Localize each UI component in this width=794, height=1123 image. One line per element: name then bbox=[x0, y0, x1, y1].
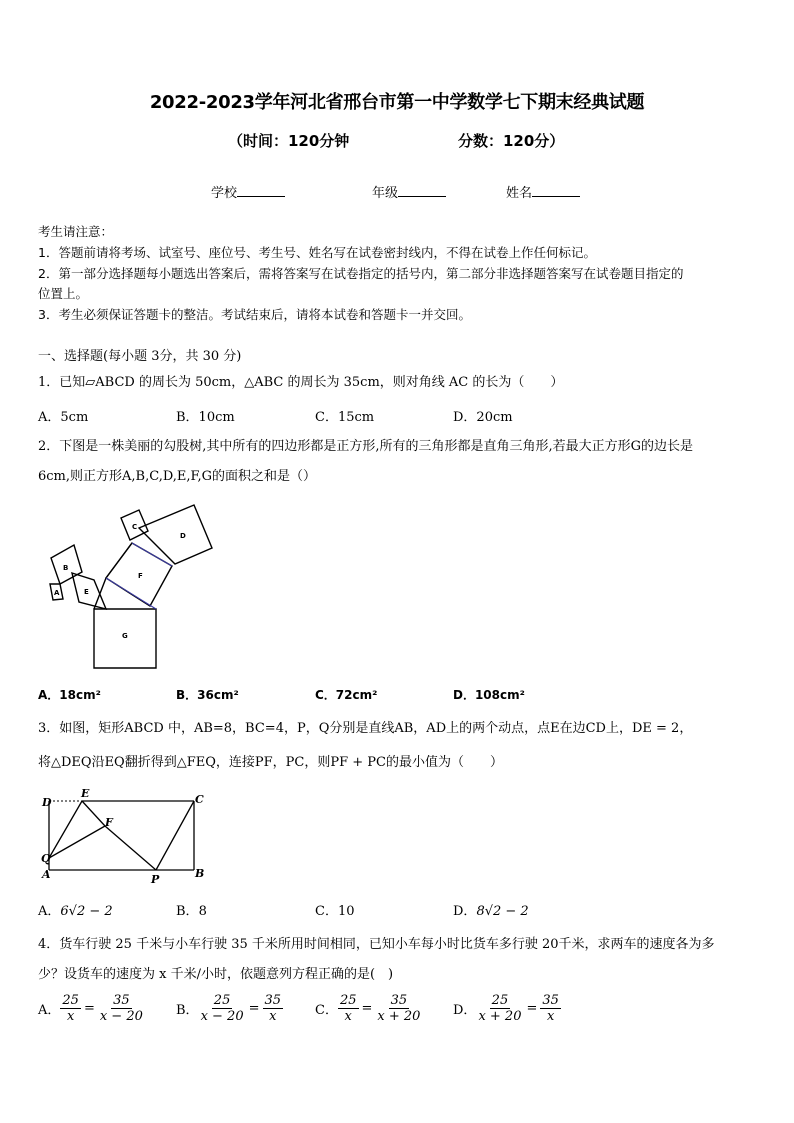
label-a: A bbox=[54, 589, 60, 597]
section-heading: 一、选择题(每小题 3分，共 30 分) bbox=[38, 349, 242, 364]
school-label: 学校 bbox=[211, 186, 238, 201]
denominator: x bbox=[344, 1009, 352, 1024]
q4-option-a-prefix: A． bbox=[38, 1003, 61, 1018]
q2-option-d: D．108cm² bbox=[453, 688, 525, 702]
q2-option-c: C．72cm² bbox=[315, 688, 378, 702]
notice-item-3: 3．考生必须保证答题卡的整洁。考试结束后，请将本试卷和答题卡一并交回。 bbox=[38, 307, 471, 322]
q4-option-c-left-fraction bbox=[338, 993, 359, 1024]
q4-option-b: B． $\frac{25}{x - 20}$ = $\frac{35}{x}$ bbox=[176, 993, 282, 1024]
numerator: 25 bbox=[339, 993, 357, 1008]
q3-option-d bbox=[453, 900, 529, 919]
label-c: C bbox=[195, 793, 204, 806]
segment-ef bbox=[82, 801, 105, 826]
name-label: 姓名 bbox=[506, 186, 533, 201]
q3-option-d-prefix: D． bbox=[453, 904, 477, 919]
rectangle-figure bbox=[38, 788, 218, 886]
q4-option-c-right-fraction bbox=[375, 993, 422, 1024]
q3-option-c-prefix: C． bbox=[315, 904, 338, 919]
numerator: 25 bbox=[213, 993, 231, 1008]
denominator: x bbox=[546, 1009, 555, 1024]
school-blank bbox=[237, 184, 285, 197]
q3-option-b bbox=[176, 900, 207, 919]
exam-time: （时间：120分钟 bbox=[228, 132, 350, 150]
blue-hypotenuse-lower bbox=[106, 578, 156, 609]
q4-stem-line2: 少？设货车的速度为 x 千米/小时，依题意列方程正确的是( ) bbox=[38, 967, 394, 982]
q4-option-a-left-fraction bbox=[60, 993, 81, 1024]
label-c: C bbox=[132, 523, 138, 531]
q2-option-b: B．36cm² bbox=[176, 688, 239, 702]
denominator: x + 20 bbox=[478, 1009, 522, 1024]
label-f: F bbox=[105, 816, 113, 829]
square-d bbox=[139, 505, 212, 564]
grade-field bbox=[372, 182, 446, 201]
label-f: F bbox=[138, 572, 143, 580]
q4-option-d-left-fraction bbox=[476, 993, 523, 1024]
q3-option-c-value: 10 bbox=[337, 904, 355, 919]
q3-option-a-prefix: A． bbox=[38, 904, 61, 919]
label-p: P bbox=[151, 873, 160, 886]
segment-qf bbox=[49, 826, 105, 858]
exam-score: 分数：120分） bbox=[458, 132, 565, 150]
q3-stem-line1: 3．如图，矩形ABCD 中，AB=8，BC=4，P，Q分别是直线AB，AD上的两个动点，点E在边CD上，DE = 2， bbox=[38, 721, 693, 736]
q3-option-c bbox=[315, 900, 355, 919]
page-title: 2022-2023学年河北省邢台市第一中学数学七下期末经典试题 bbox=[149, 92, 645, 113]
denominator: x − 20 bbox=[200, 1009, 244, 1024]
numerator: 35 bbox=[113, 993, 130, 1008]
label-g: G bbox=[122, 632, 128, 640]
q4-option-a-right-fraction bbox=[98, 993, 145, 1024]
denominator: x − 20 bbox=[99, 1009, 143, 1024]
name-field bbox=[506, 182, 580, 201]
q1-option-c: C．15cm bbox=[315, 410, 375, 425]
denominator: x bbox=[269, 1009, 277, 1024]
q4-option-b-right-fraction bbox=[263, 993, 284, 1024]
q4-option-b-prefix: B． bbox=[176, 1003, 199, 1018]
label-d: D bbox=[180, 532, 186, 540]
school-field bbox=[211, 182, 285, 201]
numerator: 35 bbox=[264, 993, 282, 1008]
label-d: D bbox=[42, 796, 52, 809]
q3-option-a-value: 6√2 − 2 bbox=[60, 904, 113, 919]
notice-item-1: 1．答题前请将考场、试室号、座位号、考生号、姓名写在试卷密封线内，不得在试卷上作任何标记。 bbox=[38, 245, 596, 260]
q4-option-d-right-fraction bbox=[540, 993, 561, 1024]
notice-item-2: 2．第一部分选择题每小题选出答案后，需将答案写在试卷指定的括号内，第二部分非选择题答案写在试卷题目指定的 bbox=[38, 266, 684, 281]
q3-option-d-value: 8√2 − 2 bbox=[476, 904, 529, 919]
q4-stem-line1: 4．货车行驶 25 千米与小车行驶 35 千米所用时间相同，已知小车每小时比货车多行驶 20千米，求两车的速度各为多 bbox=[38, 937, 715, 952]
label-e: E bbox=[81, 788, 90, 800]
grade-blank bbox=[398, 184, 446, 197]
q1-option-b: B．10cm bbox=[176, 410, 235, 425]
grade-label: 年级 bbox=[372, 186, 399, 201]
notice-item-2-cont: 位置上。 bbox=[38, 286, 89, 301]
label-b: B bbox=[195, 867, 205, 880]
segment-pc bbox=[156, 801, 194, 870]
q4-option-d: D． $\frac{25}{x + 20}$ = $\frac{35}{x}$ bbox=[453, 993, 559, 1024]
q2-stem-line2: 6cm,则正方形A,B,C,D,E,F,G的面积之和是（） bbox=[38, 469, 317, 484]
name-blank bbox=[532, 184, 580, 197]
notice-heading: 考生请注意： bbox=[38, 224, 114, 239]
label-q: Q bbox=[41, 852, 51, 865]
q4-option-a: A． $\frac{25}{x}$ = $\frac{35}{x - 20}$ bbox=[38, 993, 143, 1024]
q2-option-a: A．18cm² bbox=[38, 688, 101, 702]
q1-option-a: A．5cm bbox=[38, 410, 89, 425]
pythagoras-tree-figure bbox=[44, 500, 224, 672]
q4-option-c: C． $\frac{25}{x}$ = $\frac{35}{x + 20}$ bbox=[315, 993, 421, 1024]
q1-stem: 1．已知▱ABCD 的周长为 50cm，△ABC 的周长为 35cm，则对角线 AC 的长为（ ） bbox=[38, 375, 564, 390]
q3-option-b-value: 8 bbox=[198, 904, 207, 919]
label-b: B bbox=[63, 564, 69, 572]
label-e: E bbox=[84, 588, 89, 596]
segment-eq bbox=[49, 801, 82, 858]
q3-option-b-prefix: B． bbox=[176, 904, 199, 919]
numerator: 25 bbox=[62, 993, 79, 1008]
q2-stem-line1: 2．下图是一株美丽的勾股树,其中所有的四边形都是正方形,所有的三角形都是直角三角形,若最大正方形G的边长是 bbox=[38, 439, 694, 454]
triangle-edges bbox=[94, 543, 132, 609]
q3-stem-line2: 将△DEQ沿EQ翻折得到△FEQ，连接PF，PC，则PF + PC的最小值为（ ） bbox=[38, 755, 503, 770]
q4-option-d-prefix: D． bbox=[453, 1003, 477, 1018]
numerator: 35 bbox=[542, 993, 559, 1008]
denominator: x bbox=[66, 1009, 75, 1024]
q4-option-c-prefix: C． bbox=[315, 1003, 338, 1018]
denominator: x + 20 bbox=[377, 1009, 421, 1024]
segment-fp bbox=[105, 826, 156, 870]
numerator: 25 bbox=[491, 993, 509, 1008]
q4-option-b-left-fraction bbox=[199, 993, 246, 1024]
label-a: A bbox=[42, 868, 51, 881]
q1-option-d: D．20cm bbox=[453, 410, 513, 425]
numerator: 35 bbox=[390, 993, 408, 1008]
q3-option-a bbox=[38, 900, 113, 919]
